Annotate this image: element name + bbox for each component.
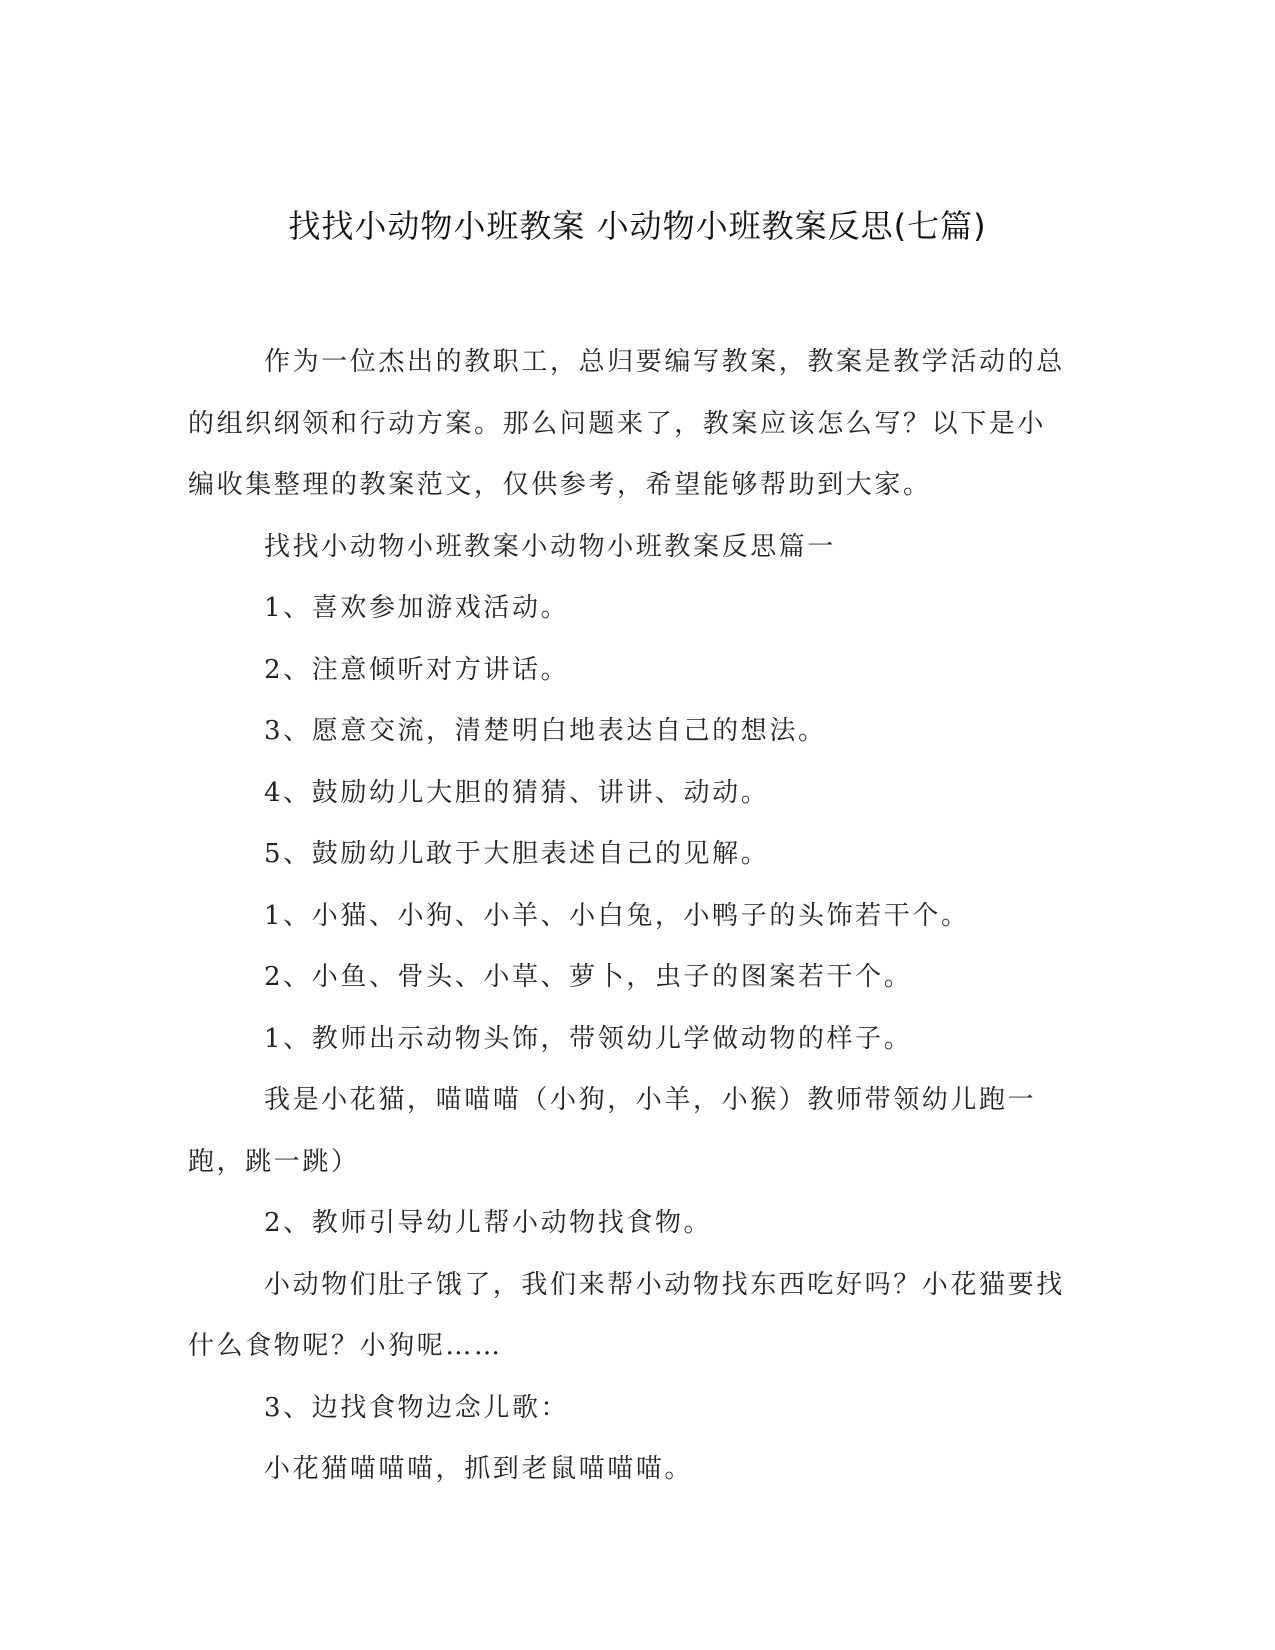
process-item: 3、边找食物边念儿歌：	[264, 1392, 570, 1423]
process-paragraph: 小动物们肚子饿了，我们来帮小动物找东西吃好吗？小花猫要找什么食物呢？小狗呢……	[188, 1269, 1065, 1361]
goal-item: 3、愿意交流，清楚明白地表达自己的想法。	[264, 716, 827, 746]
material-item: 1、小猫、小狗、小羊、小白兔，小鸭子的头饰若干个。	[264, 900, 970, 931]
document-title: 找找小动物小班教案 小动物小班教案反思(七篇)	[288, 207, 987, 245]
document-body	[188, 332, 1073, 1501]
process-item: 1、教师出示动物头饰，带领幼儿学做动物的样子。	[264, 1023, 913, 1054]
process-item: 2、教师引导幼儿帮小动物找食物。	[264, 1208, 713, 1238]
goal-item: 4、鼓励幼儿大胆的猜猜、讲讲、动动。	[264, 777, 770, 808]
goal-item: 1、喜欢参加游戏活动。	[264, 593, 570, 623]
goal-item: 2、注意倾听对方讲话。	[264, 654, 570, 685]
material-item: 2、小鱼、骨头、小草、萝卜，虫子的图案若干个。	[264, 962, 913, 992]
goal-item: 5、鼓励幼儿敢于大胆表述自己的见解。	[264, 839, 770, 869]
rhyme-line: 小花猫喵喵喵，抓到老鼠喵喵喵。	[264, 1454, 694, 1484]
process-paragraph: 我是小花猫，喵喵喵（小狗，小羊，小猴）教师带领幼儿跑一跑，跳一跳）	[188, 1085, 1037, 1177]
intro-paragraph: 作为一位杰出的教职工，总归要编写教案，教案是教学活动的总的组织纲领和行动方案。那么问题来了，教案应该怎么写？以下是小编收集整理的教案范文，仅供参考，希望能够帮助到大家。	[188, 347, 1065, 500]
section-heading: 找找小动物小班教案小动物小班教案反思篇一	[264, 531, 837, 562]
